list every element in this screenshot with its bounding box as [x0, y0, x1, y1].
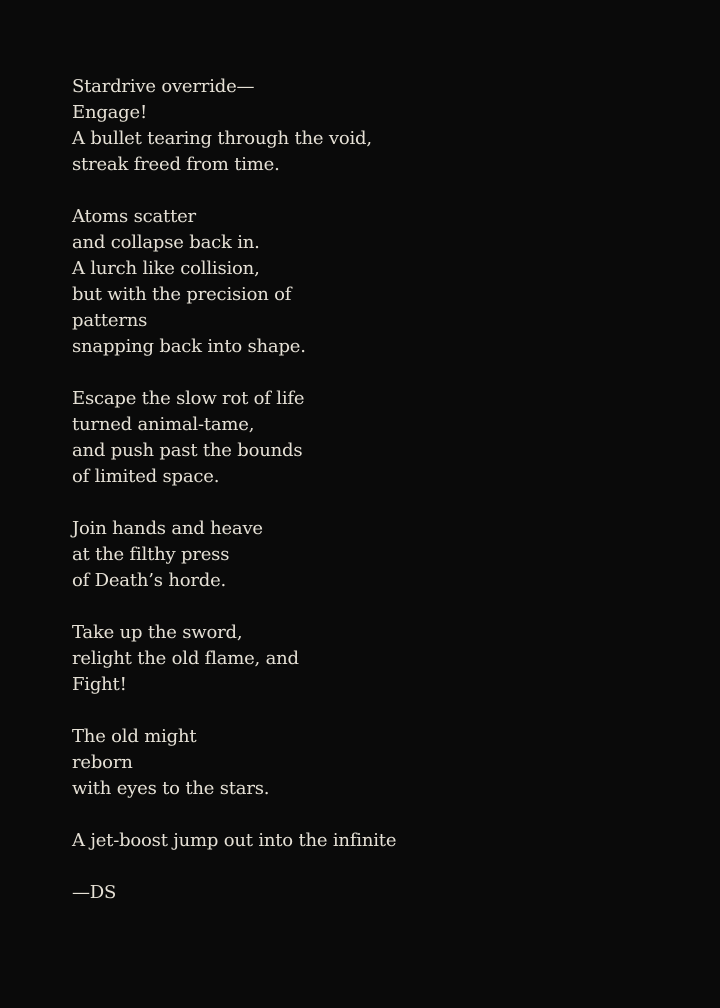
- poem-line: of Death’s horde.: [72, 570, 227, 591]
- stanza-3: [72, 386, 672, 490]
- stanza-7: [72, 828, 672, 854]
- poem-line: streak freed from time.: [72, 154, 280, 175]
- poem-line: and push past the bounds: [72, 440, 303, 461]
- poem-line: A lurch like collision,: [72, 258, 260, 279]
- poem-signature: —DS: [72, 882, 117, 903]
- poem-line: Fight!: [72, 674, 127, 695]
- poem-line: snapping back into shape.: [72, 336, 306, 357]
- poem-line: The old might: [72, 726, 197, 747]
- poem-line: relight the old flame, and: [72, 648, 299, 669]
- poem-line: with eyes to the stars.: [72, 778, 270, 799]
- poem-line: Escape the slow rot of life: [72, 388, 305, 409]
- poem-line: turned animal-tame,: [72, 414, 255, 435]
- poem-line: of limited space.: [72, 466, 220, 487]
- poem-line: A jet-boost jump out into the infinite: [72, 830, 397, 851]
- poem-line: Engage!: [72, 102, 147, 123]
- poem-line: Join hands and heave: [72, 518, 263, 539]
- stanza-5: [72, 620, 672, 698]
- poem-line: Take up the sword,: [72, 622, 243, 643]
- poem-line: reborn: [72, 752, 133, 773]
- stanza-1: [72, 74, 672, 178]
- poem-line: Atoms scatter: [72, 206, 196, 227]
- stanza-4: [72, 516, 672, 594]
- poem-line: Stardrive override—: [72, 76, 255, 97]
- stanza-6: [72, 724, 672, 802]
- poem: [72, 74, 672, 906]
- poem-line: and collapse back in.: [72, 232, 260, 253]
- stanza-2: [72, 204, 672, 360]
- poem-line: patterns: [72, 310, 148, 331]
- poem-line: A bullet tearing through the void,: [72, 128, 372, 149]
- poem-line: at the filthy press: [72, 544, 230, 565]
- poem-line: but with the precision of: [72, 284, 292, 305]
